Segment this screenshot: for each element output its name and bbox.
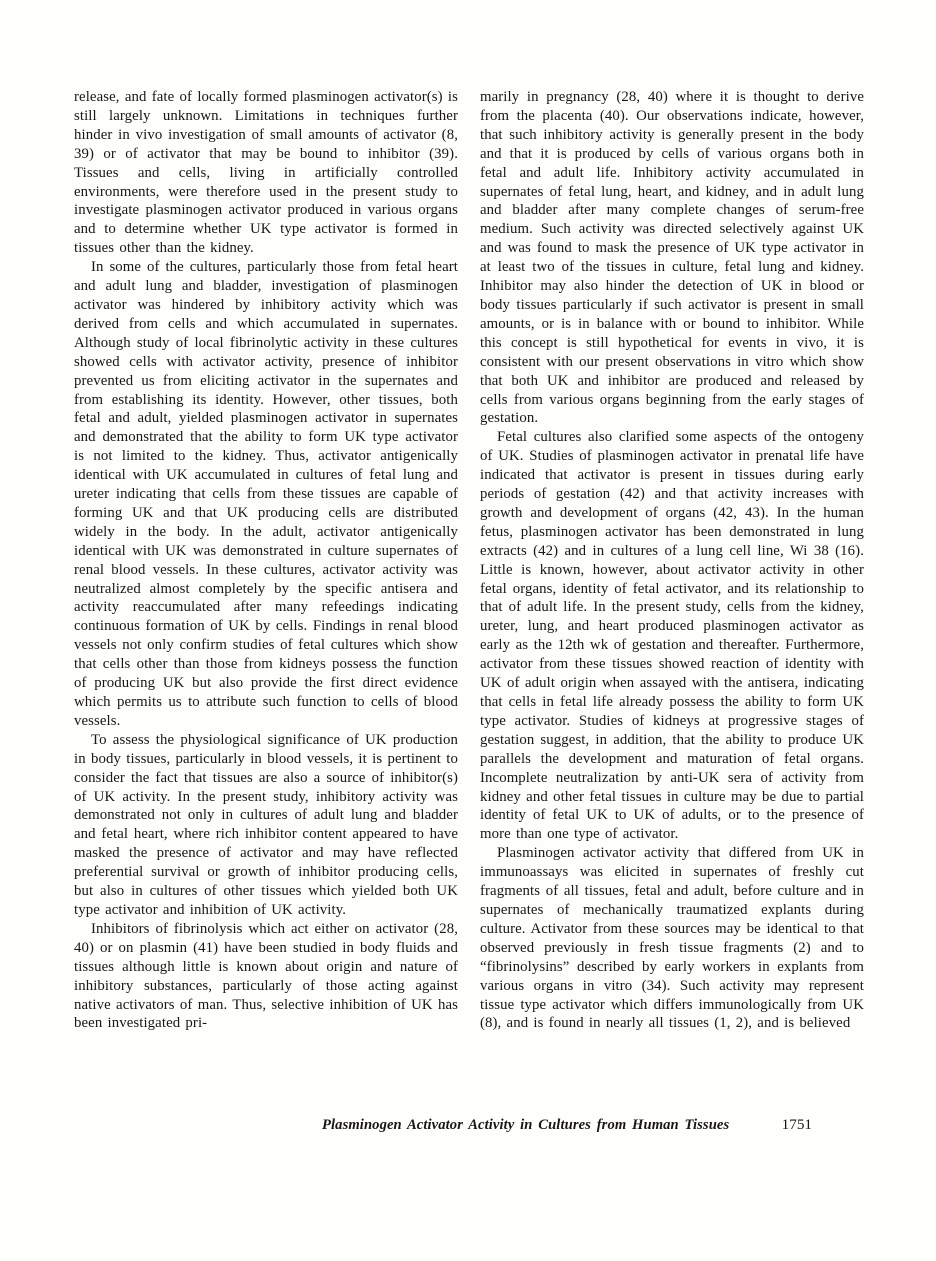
- paragraph: marily in pregnancy (28, 40) where it is thought to derive from the placenta (40). Our observations indicate, however, that such inhibitory activity is generally present in the body and that it is produced by cells of various organs both in fetal and adult life. Inhibitory activity accumulated in supernates of fetal lung, heart, and kidney, and in adult lung and bladder after many complete changes of serum-free medium. Such activity was directed selectively against UK and was found to mask the presence of UK type activator in at least two of the tissues in culture, fetal lung and kidney. Inhibitor may also hinder the detection of UK in blood or body tissues particularly if such activator is present in small amounts, or is in balance with or bound to inhibitor. While this concept is still hypothetical for events in vivo, it is consistent with our present observations in vitro which show that both UK and inhibitor are produced and released by cells from various organs beginning from the early stages of gestation.: [480, 89, 864, 427]
- paragraph: release, and fate of locally formed plasminogen activator(s) is still largely unknown. Limitations in techniques further hinder in vivo investigation of small amounts of activator (8, 39) or of activator that may be bound to inhibitor (39). Tissues and cells, living in artificially controlled environments, were therefore used in the present study to investigate plasminogen activator produced in various organs and to determine whether UK type activator is formed in tissues other than the kidney.: [74, 89, 458, 257]
- running-title: Plasminogen Activator Activity in Cultures from Human Tissues: [322, 1117, 730, 1133]
- left-column: [74, 88, 458, 1033]
- two-column-text-block: [74, 88, 864, 1033]
- right-column: [480, 88, 864, 1033]
- paragraph: Fetal cultures also clarified some aspects of the ontogeny of UK. Studies of plasminogen activator in prenatal life have indicated that activator is present in tissues during early periods of gestation (42) and that activity increases with growth and development of organs (42, 43). In the human fetus, plasminogen activator has been demonstrated in lung extracts (42) and in cultures of a lung cell line, Wi 38 (16). Little is known, however, about activator activity in other fetal organs, identity of fetal activator, and its relationship to that of adult life. In the present study, cells from the kidney, ureter, lung, and heart produced plasminogen activator as early as the 12th wk of gestation and thereafter. Furthermore, activator from these tissues showed reaction of identity with UK of adult origin when assayed with the antisera, indicating that cells in fetal life already possess the ability to form UK type activator. Studies of kidneys at progressive stages of gestation suggest, in addition, that the ability to produce UK parallels the development and maturation of fetal organs. Incomplete neutralization by anti-UK sera of activity from kidney and other fetal tissues in culture may be due to partial identity of fetal UK to UK of adults, or to the presence of more than one type of activator.: [480, 429, 864, 843]
- page-number: 1751: [781, 1116, 812, 1133]
- paragraph: To assess the physiological significance of UK production in body tissues, particularly in blood vessels, it is pertinent to consider the fact that tissues are also a source of inhibitor(s) of UK activity. In the present study, inhibitory activity was demonstrated not only in cultures of adult lung and bladder and fetal heart, where rich inhibitor content appeared to have masked the presence of activator and may have reflected preferential survival or growth of inhibitor producing cells, but also in cultures of other tissues which yielded both UK type activator and inhibition of UK activity.: [74, 731, 458, 918]
- paragraph: Plasminogen activator activity that differed from UK in immunoassays was elicited in supernates of freshly cut fragments of all tissues, fetal and adult, before culture and in supernates of mechanically traumatized explants during culture. Activator from these sources may be identical to that observed previously in fresh tissue fragments (2) and to “fibrinolysins” described by early workers in explants from various organs in vitro (34). Such activity may represent tissue type activator which differs immunologically from UK (8), and is found in nearly all tissues (1, 2), and is believed: [480, 845, 864, 1032]
- paragraph: In some of the cultures, particularly those from fetal heart and adult lung and bladder, investigation of plasminogen activator was hindered by inhibitory activity which was derived from cells and which accumulated in supernates. Although study of local fibrinolytic activity in these cultures showed cells with activator activity, presence of inhibitor prevented us from eliciting activator in the supernates and from establishing its identity. However, other tissues, both fetal and adult, yielded plasminogen activator in supernates and demonstrated that the ability to form UK type activator is not limited to the kidney. Thus, activator antigenically identical with UK accumulated in cultures of fetal lung and ureter indicating that cells from these tissues are capable of forming UK and that UK producing cells are distributed widely in the body. In the adult, activator antigenically identical with UK was demonstrated in culture supernates of renal blood vessels. In these cultures, activator activity was neutralized almost completely by the specific antisera and activity reaccumulated after many refeedings indicating continuous formation of UK by cells. Findings in renal blood vessels not only confirm studies of fetal cultures which show that cells other than those from kidneys possess the function of producing UK but also provide the first direct evidence which permits us to attribute such function to cells of blood vessels.: [74, 259, 458, 729]
- page-footer: [322, 1116, 812, 1134]
- paragraph: Inhibitors of fibrinolysis which act either on activator (28, 40) or on plasmin (41) have been studied in body fluids and tissues although little is known about origin and nature of inhibitory substances, particularly of those acting against native activators of man. Thus, selective inhibition of UK has been investigated pri-: [74, 920, 458, 1032]
